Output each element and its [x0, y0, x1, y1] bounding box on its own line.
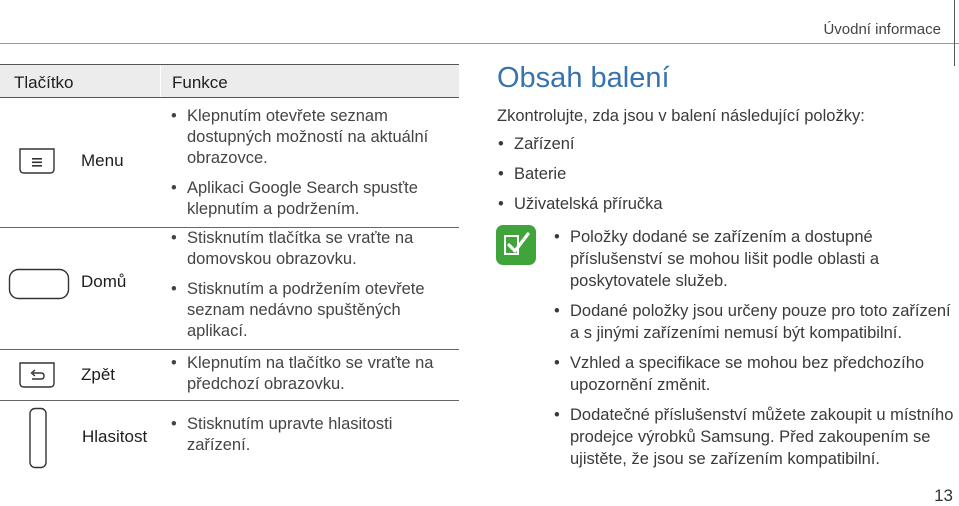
list-item: • Aplikaci Google Search spusťte klepnutím a podržením.	[170, 178, 452, 220]
function-list-back	[170, 353, 452, 404]
section-header: Úvodní informace	[823, 21, 941, 38]
home-key-icon	[8, 268, 70, 300]
back-key-icon	[18, 361, 56, 389]
list-item: • Baterie	[497, 164, 663, 185]
package-items-list	[497, 134, 663, 224]
function-list-volume	[170, 414, 452, 465]
table-row-menu	[0, 98, 459, 228]
key-label-back: Zpět	[81, 365, 116, 384]
column-header-button: Tlačítko	[14, 73, 74, 92]
key-label-volume: Hlasitost	[82, 427, 148, 446]
list-item: • Stisknutím a podržením otevřete seznam nedávno spuštěných aplikací.	[170, 279, 452, 342]
list-item: • Vzhled a specifikace se mohou bez předchozího upozornění změnit.	[553, 352, 955, 396]
list-item: • Položky dodané se zařízením a dostupné příslušenství se mohou lišit podle oblasti a poskytovatele služeb.	[553, 226, 955, 292]
function-list-menu	[170, 106, 452, 229]
section-intro: Zkontrolujte, zda jsou v balení následující položky:	[497, 107, 865, 125]
volume-key-icon	[28, 407, 48, 469]
table-row-volume	[0, 401, 459, 472]
note-check-icon	[496, 225, 536, 265]
notes-list	[553, 226, 955, 478]
list-item: • Uživatelská příručka	[497, 194, 663, 215]
key-label-home: Domů	[81, 272, 127, 291]
table-header-separator	[160, 65, 161, 97]
list-item: • Klepnutím na tlačítko se vraťte na předchozí obrazovku.	[170, 353, 452, 395]
table-row-home	[0, 228, 459, 350]
list-item: • Stisknutím upravte hlasitosti zařízení.	[170, 414, 452, 456]
function-list-home	[170, 228, 452, 351]
header-divider	[0, 43, 959, 44]
list-item: • Dodatečné příslušenství můžete zakoupit u místního prodejce výrobků Samsung. Před zakoupením se ujistěte, že jsou se zařízením kompatibilní.	[553, 404, 955, 470]
column-header-function: Funkce	[172, 73, 228, 92]
section-title: Obsah balení	[497, 62, 670, 94]
key-label-menu: Menu	[81, 151, 124, 170]
list-item: • Zařízení	[497, 134, 663, 155]
page-number: 13	[934, 486, 953, 505]
list-item: • Klepnutím otevřete seznam dostupných možností na aktuální obrazovce.	[170, 106, 452, 169]
menu-key-icon	[18, 147, 56, 175]
list-item: • Stisknutím tlačítka se vraťte na domovskou obrazovku.	[170, 228, 452, 270]
table-row-back	[0, 350, 459, 401]
list-item: • Dodané položky jsou určeny pouze pro toto zařízení a s jinými zařízeními nemusí být kompatibilní.	[553, 300, 955, 344]
header-tick-line	[954, 0, 955, 66]
